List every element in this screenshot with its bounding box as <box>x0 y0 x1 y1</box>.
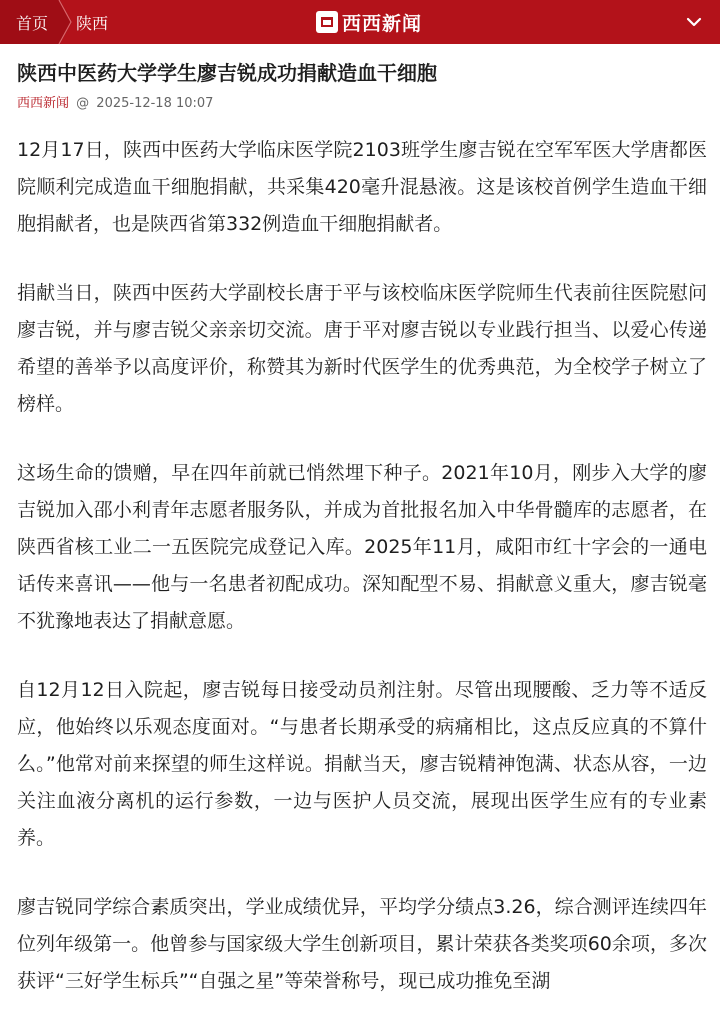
top-navigation-bar <box>0 0 720 44</box>
article-body <box>17 132 707 1032</box>
article-paragraph: 这场生命的馈赠，早在四年前就已悄然埋下种子。2021年10月，刚步入大学的廖吉锐加入邵小利青年志愿者服务队，并成为首批报名加入中华骨髓库的志愿者，在陕西省核工业二一五医院完成登记入库。2025年11月，咸阳市红十字会的一通电话传来喜讯——他与一名患者初配成功。深知配型不易、捐献意义重大，廖吉锐毫不犹豫地表达了捐献意愿。 <box>17 462 707 632</box>
article-source-link[interactable]: 西西新闻 <box>17 96 70 111</box>
article-paragraph: 捐献当日，陕西中医药大学副校长唐于平与该校临床医学院师生代表前往医院慰问廖吉锐，并与廖吉锐父亲亲切交流。唐于平对廖吉锐以专业践行担当、以爱心传递希望的善举予以高度评价，称赞其为新时代医学生的优秀典范，为全校学子树立了榜样。 <box>17 282 707 415</box>
article-paragraph: 廖吉锐同学综合素质突出，学业成绩优异，平均学分绩点3.26，综合测评连续四年位列年级第一。他曾参与国家级大学生创新项目，累计荣获各类奖项60余项，多次获评“三好学生标兵”“自强之星”等荣誉称号，现已成功推免至湖 <box>17 896 707 992</box>
article-title: 陕西中医药大学学生廖吉锐成功捐献造血干细胞 <box>17 61 437 85</box>
breadcrumb-region-label: 陕西 <box>76 13 109 33</box>
meta-at-symbol: @ <box>76 96 90 111</box>
article-datetime: 2025-12-18 10:07 <box>96 96 214 111</box>
brand-name: 西西新闻 <box>342 12 423 35</box>
article-paragraph: 12月17日，陕西中医药大学临床医学院2103班学生廖吉锐在空军军医大学唐都医院顺利完成造血干细胞捐献，共采集420毫升混悬液。这是该校首例学生造血干细胞捐献者，也是陕西省第332例造血干细胞捐献者。 <box>17 139 707 235</box>
brand-logo-link[interactable] <box>316 7 422 37</box>
article-meta <box>17 94 213 114</box>
article-paragraph: 自12月12日入院起，廖吉锐每日接受动员剂注射。尽管出现腰酸、乏力等不适反应，他始终以乐观态度面对。“与患者长期承受的病痛相比，这点反应真的不算什么。”他常对前来探望的师生这样说。捐献当天，廖吉锐精神饱满、状态从容，一边关注血液分离机的运行参数，一边与医护人员交流，展现出医学生应有的专业素养。 <box>17 679 707 849</box>
breadcrumb-separator-icon <box>58 0 72 44</box>
breadcrumb-home-link[interactable] <box>0 0 58 44</box>
chevron-down-icon[interactable] <box>684 12 704 32</box>
breadcrumb-home-label: 首页 <box>16 13 49 33</box>
breadcrumb-region-link[interactable] <box>72 11 108 34</box>
newspaper-logo-icon <box>316 11 338 33</box>
